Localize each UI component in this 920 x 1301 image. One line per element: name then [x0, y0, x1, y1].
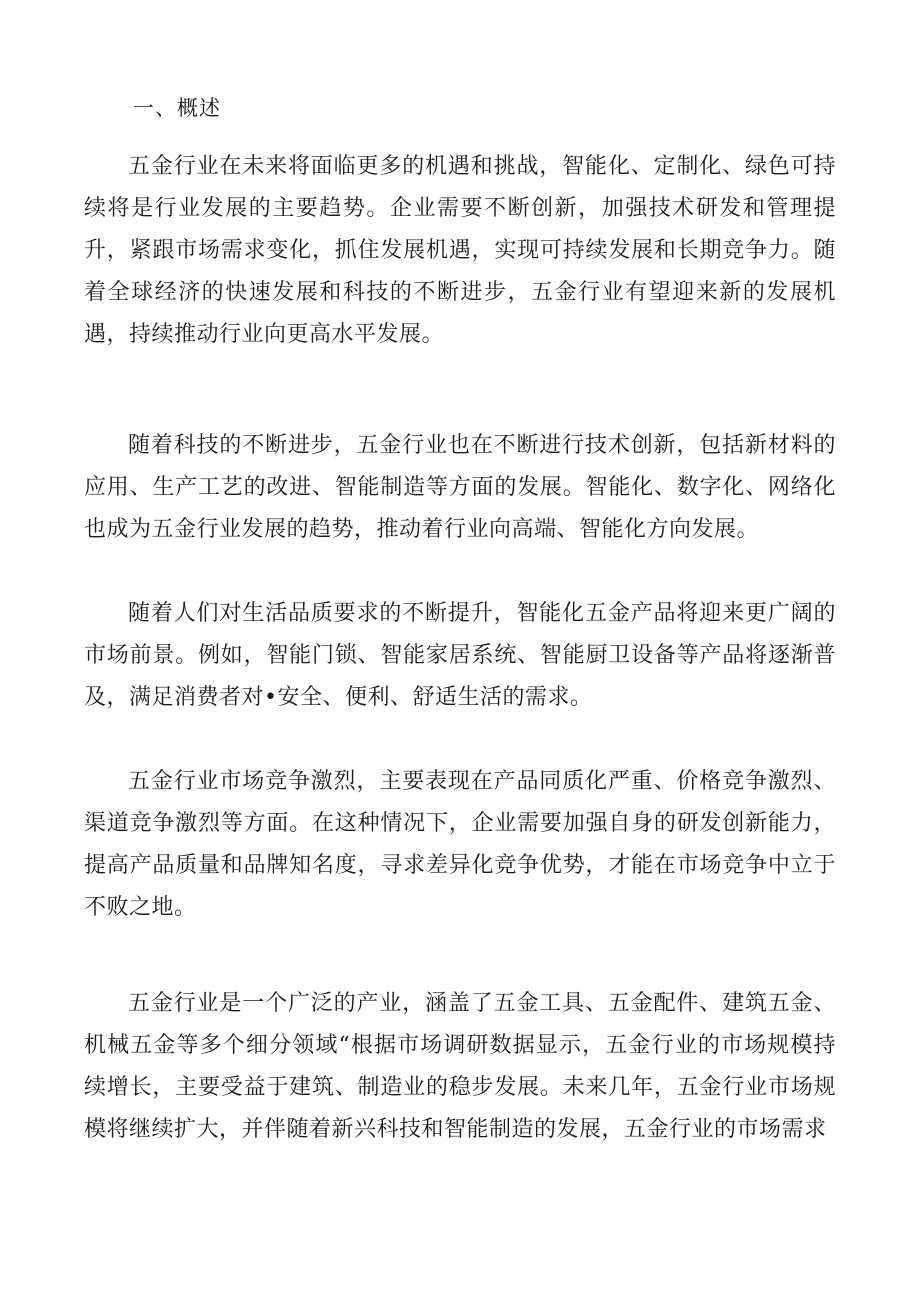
paragraph-competition: 五金行业市场竞争激烈，主要表现在产品同质化严重、价格竞争激烈、渠道竞争激烈等方面。在这种情况下，企业需要加强自身的研发创新能力，提高产品质量和品牌知名度，寻求差异化竞争优势，才能在市场竞争中立于不败之地。	[84, 769, 836, 920]
paragraph-smart-products: 随着人们对生活品质要求的不断提升，智能化五金产品将迎来更广阔的市场前景。例如，智能门锁、智能家居系统、智能厨卫设备等产品将逐渐普及，满足消费者对•安全、便利、舒适生活的需求。	[84, 601, 836, 710]
paragraph-market-scale: 五金行业是一个广泛的产业，涵盖了五金工具、五金配件、建筑五金、机械五金等多个细分领域“根据市场调研数据显示，五金行业的市场规模持续增长，主要受益于建筑、制造业的稳步发展。未来几年，五金行业市场规模将继续扩大，并伴随着新兴科技和智能制造的发展，五金行业的市场需求	[84, 991, 836, 1142]
paragraph-outlook: 五金行业在未来将面临更多的机遇和挑战，智能化、定制化、绿色可持续将是行业发展的主要趋势。企业需要不断创新，加强技术研发和管理提升，紧跟市场需求变化，抓住发展机遇，实现可持续发展和长期竞争力。随着全球经济的快速发展和科技的不断进步，五金行业有望迎来新的发展机遇，持续推动行业向更高水平发展。	[84, 154, 836, 347]
section-heading: 一、概述	[133, 96, 221, 120]
paragraph-tech-innovation: 随着科技的不断进步，五金行业也在不断进行技术创新，包括新材料的应用、生产工艺的改进、智能制造等方面的发展。智能化、数字化、网络化也成为五金行业发展的趋势，推动着行业向高端、智能化方向发展。	[84, 433, 836, 542]
